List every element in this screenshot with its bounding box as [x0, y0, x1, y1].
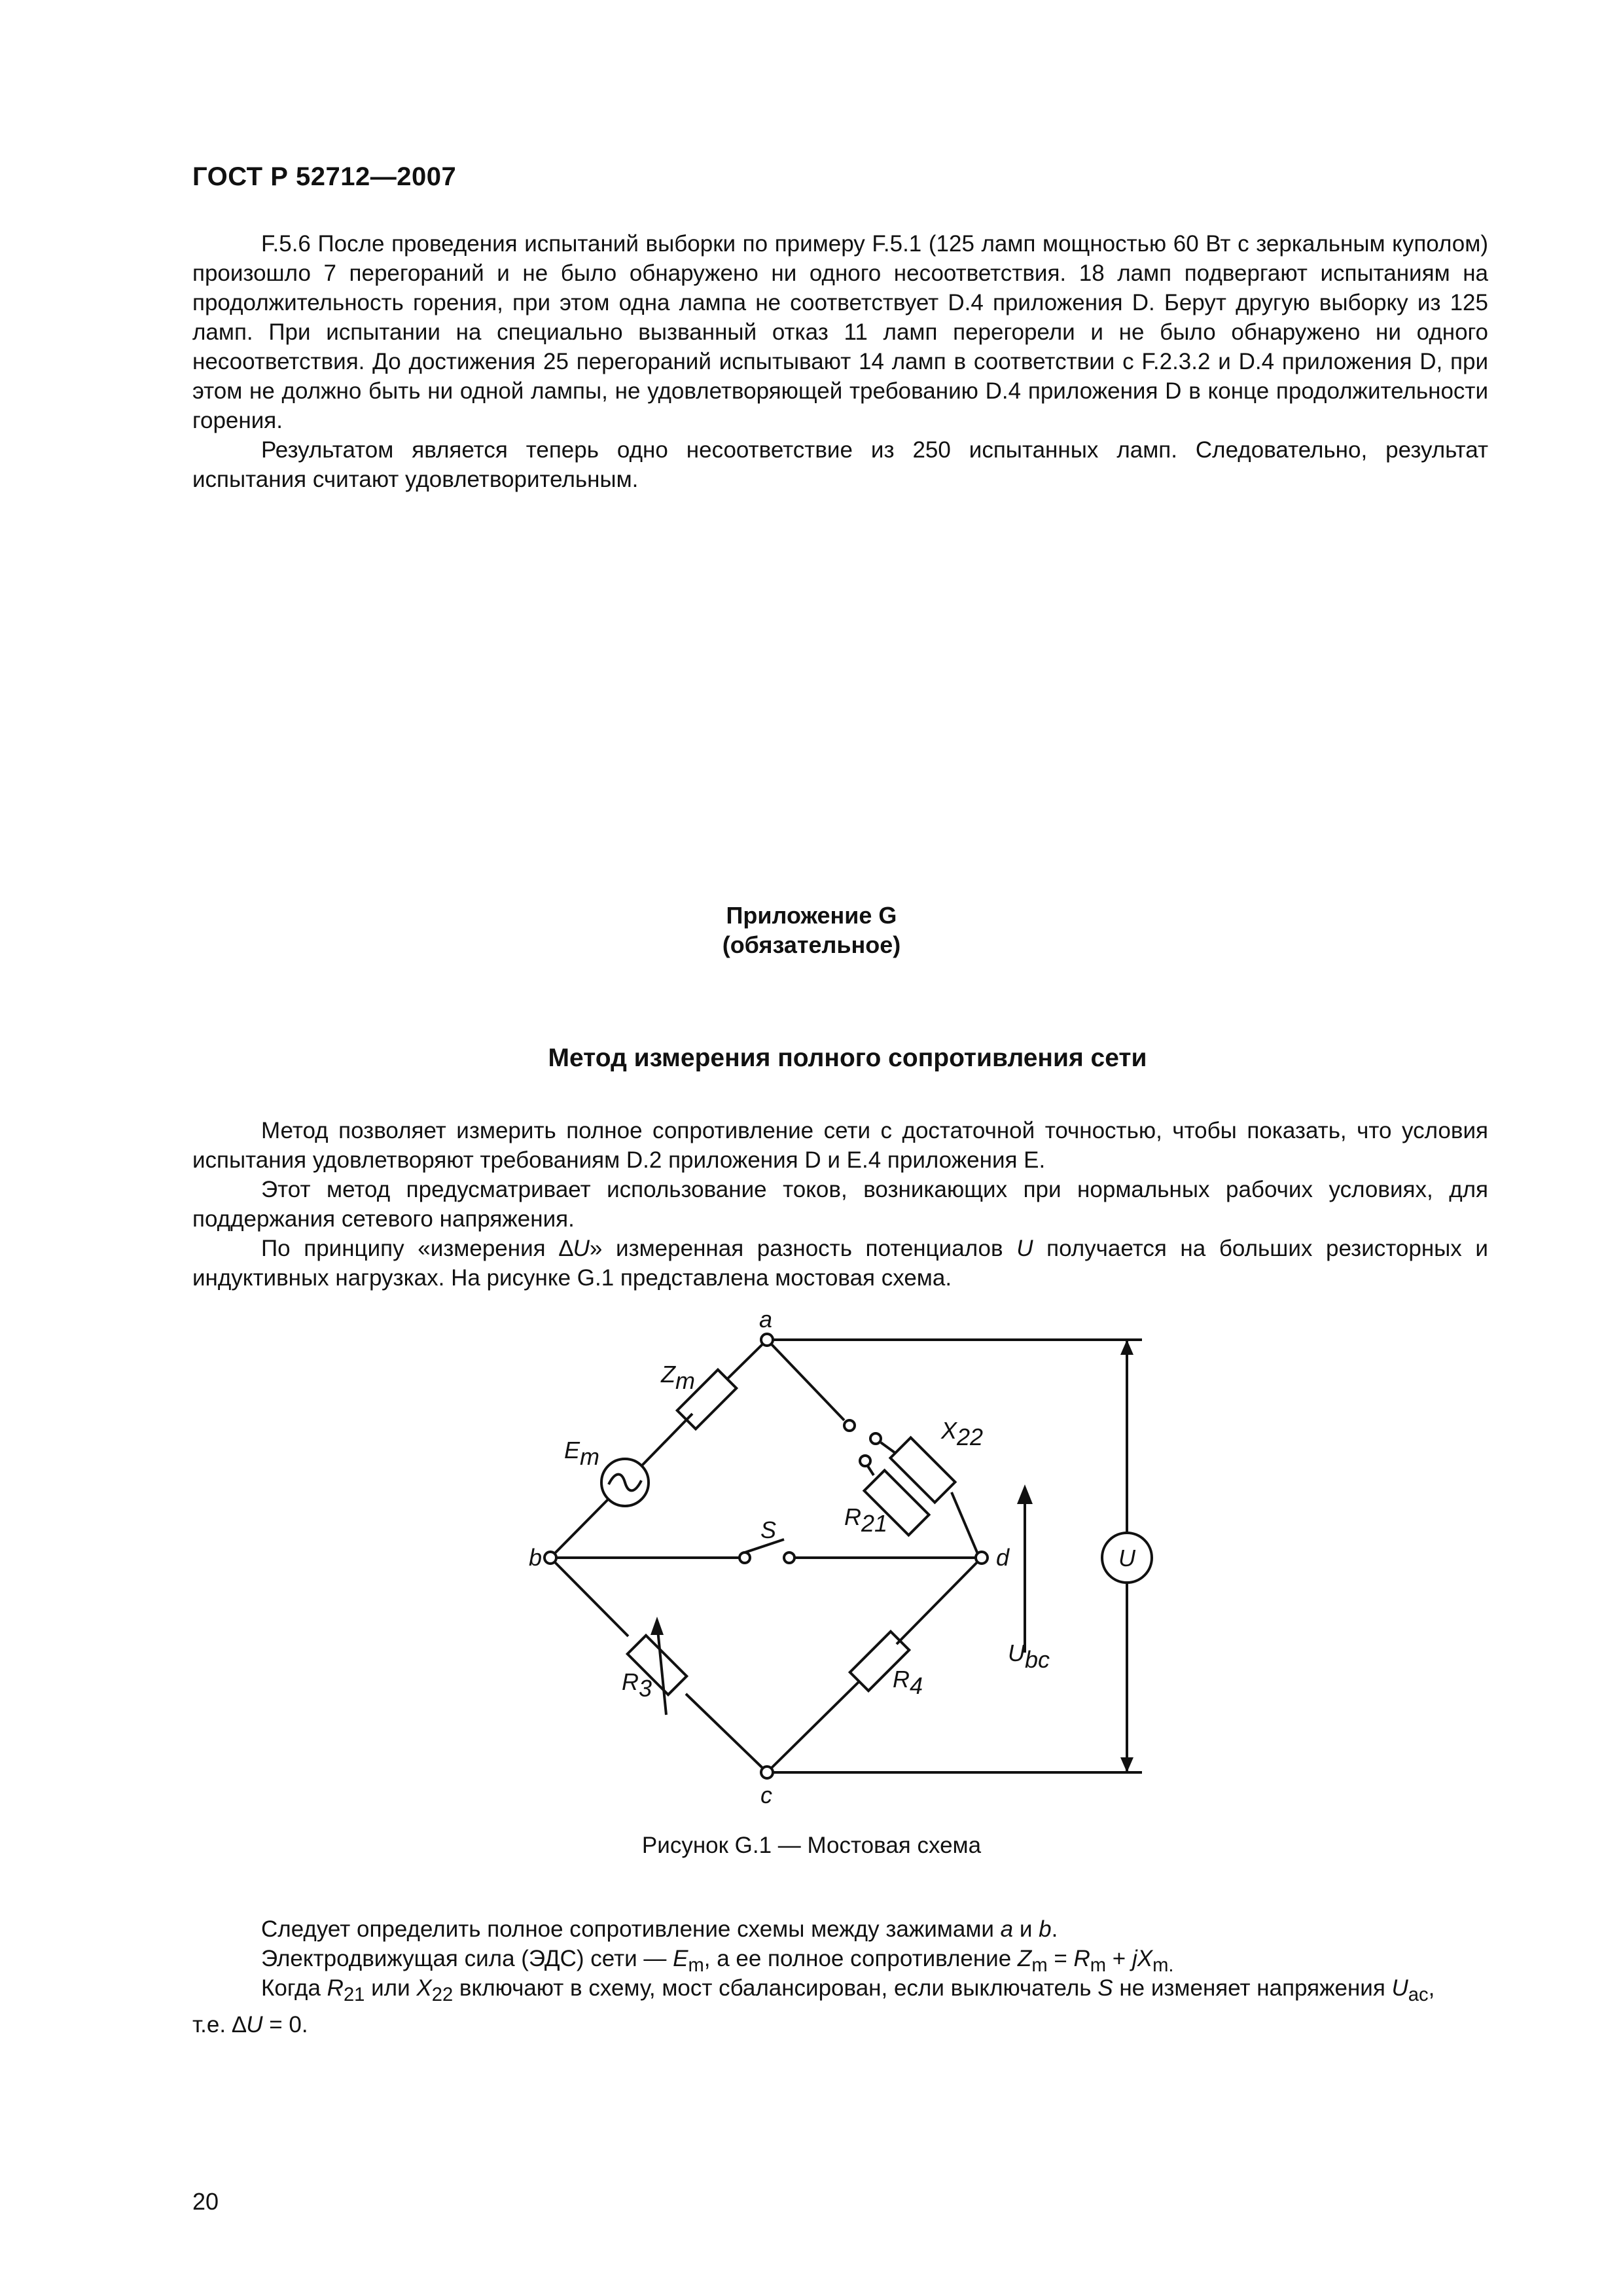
- label-x22: X22: [941, 1417, 984, 1450]
- label-em: Em: [564, 1437, 600, 1470]
- r21-switch-contact: [860, 1456, 870, 1466]
- label-node-c: c: [760, 1782, 772, 1808]
- branch-b-c: [554, 1562, 763, 1768]
- label-r4: R4: [893, 1666, 923, 1699]
- paragraph-f56: F.5.6 После проведения испытаний выборки по примеру F.5.1 (125 ламп мощностью 60 Вт с зеркальным куполом) произошло 7 перегораний и не было обнаружено ни одного несоответствия. 18 ламп подвергают испытаниям на продолжительность горения, при этом одна лампа не соответствует D.4 приложения D. Берут другую выборку из 125 ламп. При испытании на специально вызванный отказ 11 ламп перегорели и не было обнаружено ни одного несоответствия. До достижения 25 перегораний испытывают 14 ламп в соответствии с F.2.3.2 и D.4 приложения D, при этом не должно быть ни одной лампы, не удовлетворяющей требованию D.4 приложения D в конце продолжительности горения.: [192, 231, 1488, 433]
- paragraph-emf: Электродвижущая сила (ЭДС) сети — $E_m$, а ее полное сопротивление $Z_m = R_m + jX_{m.}$: [261, 1946, 1174, 1976]
- label-ubc: Ubc: [1008, 1640, 1050, 1673]
- paragraph-balance: Когда $R_{21}$ или $X_{22}$ включают в схему, мост сбалансирован, если выключатель S не изменяет напряжения $U_{ac}$, т.е. ∆U = 0.: [192, 1975, 1435, 2037]
- label-r3: R3: [622, 1668, 652, 1702]
- annex-status: (обязательное): [722, 931, 901, 958]
- figure-caption: Рисунок G.1 — Мостовая схема: [641, 1833, 982, 1858]
- x22-switch-pivot: [870, 1433, 881, 1444]
- paragraph-delta-u: По принципу «измерения ∆U» измеренная разность потенциалов U получается на больших резисторных и индуктивных нагрузках. На рисунке G.1 представлена мостовая схема.: [192, 1236, 1488, 1291]
- paragraph-currents: Этот метод предусматривает использование токов, возникающих при нормальных рабочих условиях, для поддержания сетевого напряжения.: [192, 1177, 1488, 1232]
- s-contact-right: [784, 1552, 794, 1563]
- label-zm: Zm: [661, 1361, 695, 1394]
- paragraph-f56-result: Результатом является теперь одно несоответствие из 250 испытанных ламп. Следовательно, результат испытания считают удовлетворительным.: [192, 437, 1488, 492]
- label-node-a: a: [759, 1306, 773, 1333]
- branch-c-d: [771, 1562, 978, 1768]
- label-node-b: b: [529, 1544, 543, 1571]
- s-contact-left: [740, 1552, 750, 1563]
- paragraph-method: Метод позволяет измерить полное сопротивление сети с достаточной точностью, чтобы показать, что условия испытания удовлетворяют требованиям D.2 приложения D и E.4 приложения E.: [192, 1118, 1488, 1173]
- label-r21: R21: [844, 1503, 888, 1537]
- label-node-d: d: [996, 1544, 1010, 1571]
- paragraph-terminals: Следует определить полное сопротивление схемы между зажимами a и b.: [261, 1916, 1058, 1942]
- document-header: ГОСТ Р 52712—2007: [192, 162, 457, 191]
- label-s: S: [760, 1516, 777, 1543]
- annex-label: Приложение G: [726, 902, 897, 929]
- annex-title: Метод измерения полного сопротивления сети: [548, 1044, 1147, 1072]
- page-number: 20: [192, 2188, 219, 2215]
- voltmeter-label: U: [1118, 1545, 1135, 1571]
- x22-switch-contact: [844, 1420, 855, 1431]
